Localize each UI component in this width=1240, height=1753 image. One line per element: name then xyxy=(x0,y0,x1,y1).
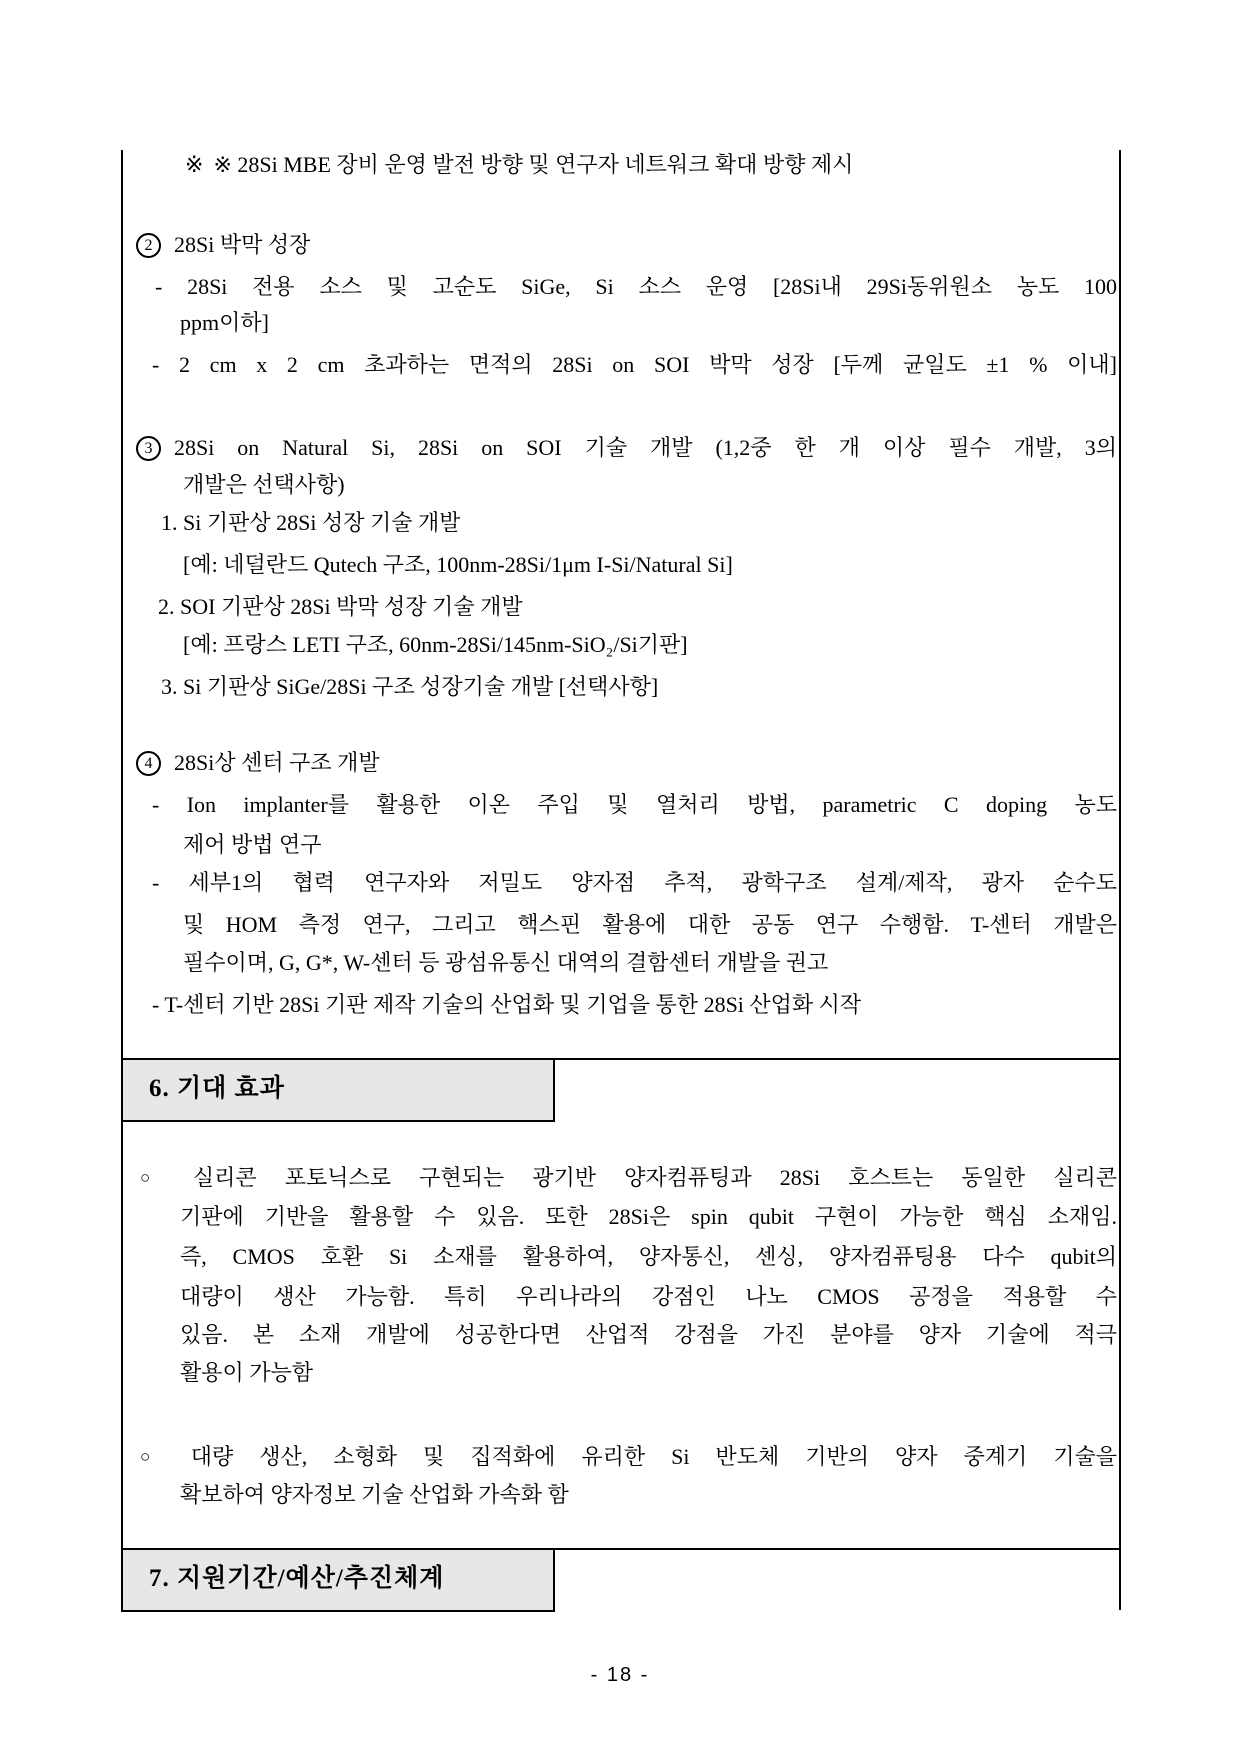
body-text-line xyxy=(136,225,310,265)
circled-number-marker: 4 xyxy=(136,751,161,776)
body-text-line xyxy=(136,743,380,783)
circled-number-marker: 2 xyxy=(136,233,161,258)
body-text-line: 즉, CMOS 호환 Si 소재를 활용하여, 양자통신, 센싱, 양자컴퓨팅용 다수 qubit의 xyxy=(180,1244,1117,1269)
body-text-line: - 28Si 전용 소스 및 고순도 SiGe, Si 소스 운영 [28Si내 29Si동위원소 농도 100 xyxy=(155,274,1117,299)
body-text-line xyxy=(140,1158,1117,1198)
page-number: - 18 - xyxy=(590,1664,650,1686)
line-text: 28Si상 센터 구조 개발 xyxy=(174,750,380,775)
circle-bullet-icon: ○ xyxy=(140,1447,171,1466)
body-text-line: - T-센터 기반 28Si 기판 제작 기술의 산업화 및 기업을 통한 28Si 산업화 시작 xyxy=(152,992,862,1017)
circle-bullet-icon: ○ xyxy=(140,1168,173,1187)
line-text: 실리콘 포토닉스로 구현되는 광기반 양자컴퓨팅과 28Si 호스트는 동일한 실리콘 xyxy=(192,1165,1117,1190)
body-text-line: - 2 cm x 2 cm 초과하는 면적의 28Si on SOI 박막 성장 [두께 균일도 ±1 % 이내] xyxy=(152,352,1117,377)
section-6-title: 6. 기대 효과 xyxy=(149,1075,285,1102)
body-text-line: 1. Si 기판상 28Si 성장 기술 개발 xyxy=(161,510,461,535)
body-text-line: 및 HOM 측정 연구, 그리고 핵스핀 활용에 대한 공동 연구 수행함. T-센터 개발은 xyxy=(183,912,1117,937)
body-text-line: 확보하여 양자정보 기술 산업화 가속화 함 xyxy=(180,1482,569,1507)
section-7-header-box xyxy=(121,1548,555,1612)
reference-mark-icon: ※ xyxy=(185,153,204,178)
body-text-line: - 세부1의 협력 연구자와 저밀도 양자점 추적, 광학구조 설계/제작, 광자 순수도 xyxy=(152,870,1117,895)
body-text-line xyxy=(140,1437,1117,1477)
table-left-border xyxy=(121,150,123,1610)
line-text: 대량 생산, 소형화 및 집적화에 유리한 Si 반도체 기반의 양자 중계기 기술을 xyxy=(190,1444,1117,1469)
body-text-line: 활용이 가능함 xyxy=(180,1360,314,1385)
body-text-line: 제어 방법 연구 xyxy=(183,832,322,857)
section-6-header-box xyxy=(121,1058,555,1122)
line-text: ※ 28Si MBE 장비 운영 발전 방향 및 연구자 네트워크 확대 방향 제시 xyxy=(213,152,854,177)
body-text-line: 필수이며, G, G*, W-센터 등 광섬유통신 대역의 결함센터 개발을 권고 xyxy=(183,950,829,975)
body-text-line: [예: 프랑스 LETI 구조, 60nm-28Si/145nm-SiO₂/Si기판] xyxy=(183,632,688,657)
body-text-line: 3. Si 기판상 SiGe/28Si 구조 성장기술 개발 [선택사항] xyxy=(161,674,659,699)
section-7-title: 7. 지원기간/예산/추진체계 xyxy=(149,1565,445,1592)
body-text-line: ppm이하] xyxy=(180,310,269,335)
body-text-line: 개발은 선택사항) xyxy=(183,472,345,497)
body-text-line: [예: 네덜란드 Qutech 구조, 100nm-28Si/1μm I-Si/Natural Si] xyxy=(183,552,733,577)
body-text-line: 있음. 본 소재 개발에 성공한다면 산업적 강점을 가진 분야를 양자 기술에 적극 xyxy=(180,1322,1117,1347)
circled-number-marker: 3 xyxy=(136,436,161,461)
body-text-line xyxy=(185,145,853,185)
body-text-line: - Ion implanter를 활용한 이온 주입 및 열처리 방법, parametric C doping 농도 xyxy=(152,792,1117,817)
line-text: 28Si 박막 성장 xyxy=(174,232,311,257)
body-text-line: 대량이 생산 가능함. 특히 우리나라의 강점인 나노 CMOS 공정을 적용할 수 xyxy=(180,1284,1117,1309)
line-text: 28Si on Natural Si, 28Si on SOI 기술 개발 (1,2중 한 개 이상 필수 개발, 3의 xyxy=(174,435,1117,460)
body-text-line: 기판에 기반을 활용할 수 있음. 또한 28Si은 spin qubit 구현이 가능한 핵심 소재임. xyxy=(180,1204,1117,1229)
body-text-line: 2. SOI 기판상 28Si 박막 성장 기술 개발 xyxy=(158,594,523,619)
body-text-line xyxy=(136,428,1117,468)
table-right-border xyxy=(1119,150,1121,1610)
